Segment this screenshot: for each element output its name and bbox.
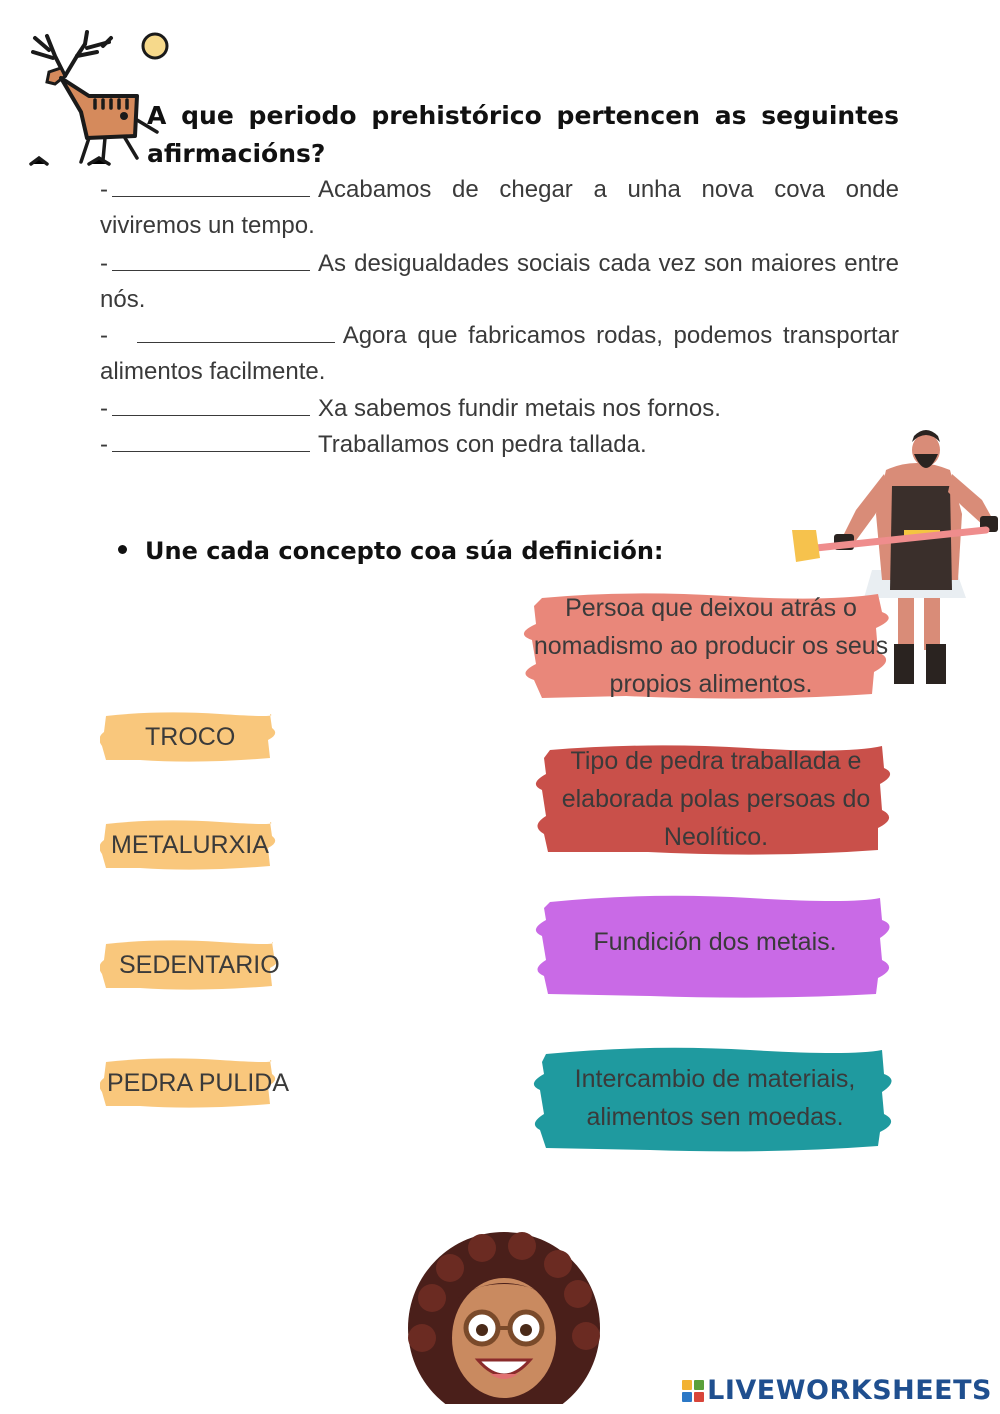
dash: - — [100, 395, 108, 422]
dash: - — [100, 176, 108, 203]
sun-icon — [139, 30, 171, 62]
statement-4 — [100, 391, 899, 427]
instruction-text: Une cada concepto coa súa definición: — [145, 537, 664, 565]
definition-text: Persoa que deixou atrás o nomadismo ao producir os seus propios alimentos. — [533, 594, 889, 698]
concept-card-sedentario[interactable] — [100, 936, 278, 994]
question-title: A que periodo prehistórico pertencen as seguintes afirmacións? — [147, 101, 899, 168]
definition-card-2[interactable] — [528, 740, 904, 858]
statement-text: As desigualdades sociais cada vez son maiores entre nós. — [100, 250, 899, 313]
statement-text: Traballamos con pedra tallada. — [318, 431, 647, 458]
statement-text: Acabamos de chegar a unha nova cova onde viviremos un tempo. — [100, 176, 899, 239]
definition-card-1[interactable] — [506, 588, 916, 704]
answer-blank-5[interactable] — [112, 433, 310, 452]
statement-text: Xa sabemos fundir metais nos fornos. — [318, 395, 721, 422]
definition-card-3[interactable] — [530, 890, 900, 1000]
statement-1 — [100, 172, 899, 244]
statement-2 — [100, 246, 899, 318]
bullet-icon — [118, 545, 127, 554]
liveworksheets-logo — [682, 1375, 992, 1406]
statement-3 — [100, 318, 899, 390]
definition-card-4[interactable] — [530, 1042, 900, 1154]
concept-card-metalurxia[interactable] — [100, 816, 276, 874]
answer-blank-1[interactable] — [112, 178, 310, 197]
statement-5 — [100, 427, 899, 463]
dash: - — [100, 250, 108, 277]
concept-text: METALURXIA — [111, 831, 269, 859]
dash: - — [100, 322, 108, 349]
answer-blank-4[interactable] — [112, 397, 310, 416]
answer-blank-2[interactable] — [112, 252, 310, 271]
dash: - — [100, 431, 108, 458]
teacher-avatar — [402, 1228, 606, 1404]
concept-text: TROCO — [145, 723, 236, 751]
answer-blank-3[interactable] — [137, 324, 335, 343]
liveworksheets-logo-icon — [682, 1380, 704, 1402]
concept-card-troco[interactable] — [100, 708, 276, 766]
statement-text: Agora que fabricamos rodas, podemos transportar alimentos facilmente. — [100, 322, 899, 385]
concept-text: PEDRA PULIDA — [107, 1069, 290, 1097]
concept-card-pedra-pulida[interactable] — [100, 1054, 290, 1112]
logo-text: LIVEWORKSHEETS — [707, 1375, 992, 1406]
definition-text: Fundición dos metais. — [593, 928, 837, 956]
concept-text: SEDENTARIO — [119, 951, 280, 979]
definition-text: Intercambio de materiais, alimentos sen moedas. — [574, 1065, 856, 1131]
definition-text: Tipo de pedra traballada e elaborada polas persoas do Neolítico. — [561, 747, 871, 851]
matching-instruction — [118, 537, 664, 565]
